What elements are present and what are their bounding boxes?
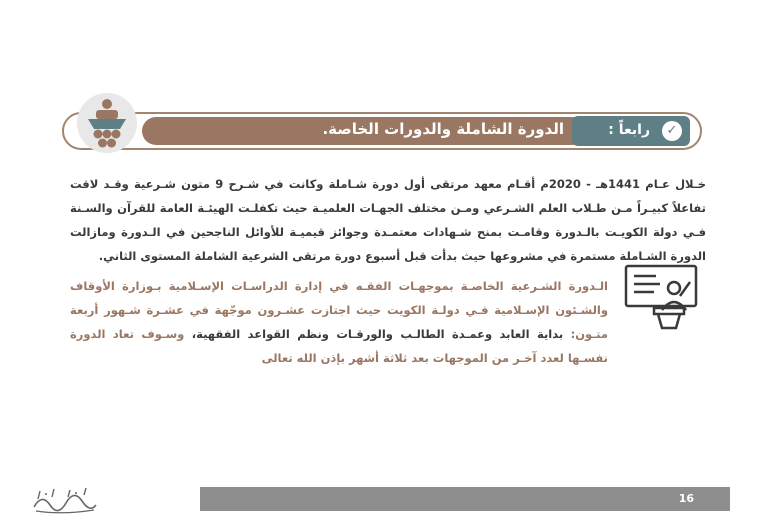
- header-person-icon: [74, 92, 140, 154]
- calligraphy-logo: [32, 485, 98, 515]
- teacher-board-icon: [624, 264, 698, 330]
- section-title: الدورة الشاملة والدورات الخاصة.: [322, 120, 564, 138]
- section-header: [62, 112, 702, 150]
- special-course-texts: بداية العابد وعمـدة الطالـب والورقـات ونظم القواعد الفقهية،: [191, 326, 564, 341]
- check-icon: ✓: [662, 121, 682, 141]
- section-tag: [572, 116, 690, 146]
- paragraph-special-course: [70, 274, 608, 370]
- paragraph-general-course: خـلال عـام 1441هـ - 2020م أقـام معهد مرتقى أول دورة شـاملة وكانت في شـرح 9 متون شـرعية وقـد لاقت تفاعلاً كبيـراً مـن طـلاب العلم الشـرعي ومـن مختلف الجهـات العلميـة حيث تكفلـت الهيئـة العامة للقرآن والسـنة فـي دولة الكويـت بالـدورة وقامـت بمنح شـهادات معتمـدة وجوائز قيميـة للأوائل الناجحين في الـدورة ومازالت الدورة الشـاملة مستمرة في مشروعها حيث بدأت قبل أسبوع دورة مرتقى الشرعية الشاملة المستوى الثاني.: [70, 176, 706, 263]
- footer-bar: [200, 487, 730, 511]
- special-course-intro: الـدورة الشـرعية الخاصـة بموجهـات الفقـه في إدارة الدراسـات الإسـلامية بـوزارة الأوقاف والشـئون الإسـلامية فـي دولـة الكويت حيث اجتازت عشـرون موجّهة في عشـرة شـهور أربعة متـون:: [70, 278, 608, 341]
- page-number: 16: [678, 492, 694, 505]
- special-course-repeat: وسـوف تعاد الدورة نفسـها لعدد آخـر من الموجهات بعد ثلاثة أشهر بإذن الله تعالى: [70, 326, 608, 365]
- section-tag-label: رابعاً :: [608, 122, 650, 138]
